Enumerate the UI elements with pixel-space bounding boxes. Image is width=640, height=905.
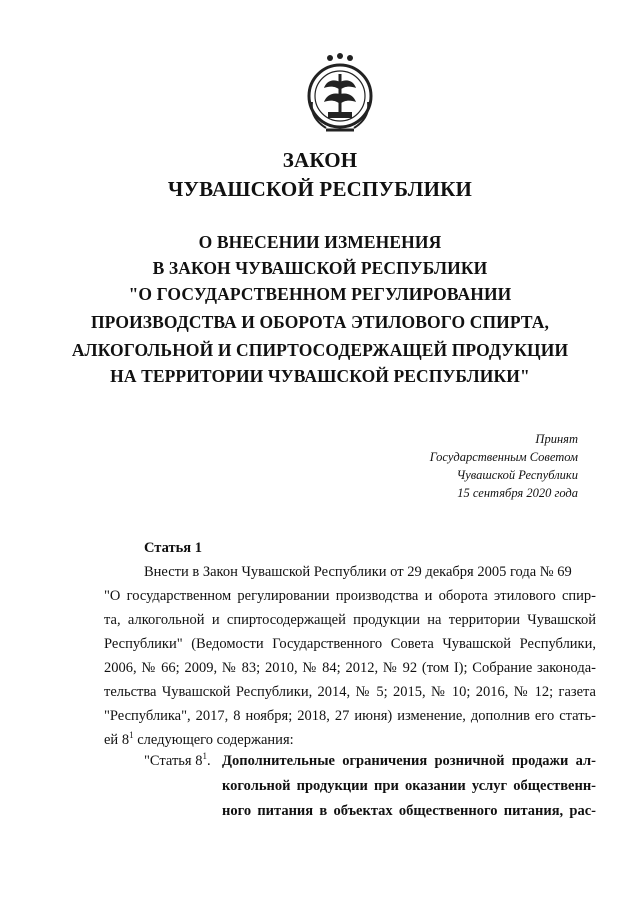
inserted-article-title-line: ного питания в объектах общественного питания, рас- <box>222 803 596 819</box>
inserted-article-title-line: когольной продукции при оказании услуг общественн- <box>222 778 596 794</box>
article-text-line: 2006, № 66; 2009, № 83; 2010, № 84; 2012, № 92 (том I); Собрание законода- <box>104 660 596 676</box>
adopted-line: Принят <box>535 432 578 446</box>
article-text-last-line <box>104 732 294 749</box>
law-title-line2: ЧУВАШСКОЙ РЕСПУБЛИКИ <box>167 177 473 201</box>
inserted-label-prefix: "Статья 8 <box>144 753 203 769</box>
article-text-line: "Республика", 2017, 8 ноября; 2018, 27 июня) изменение, дополнив его стать- <box>104 708 596 724</box>
inserted-article-label <box>144 753 211 770</box>
article-text-prefix: ей 8 <box>104 732 130 748</box>
chuvash-republic-emblem-icon <box>302 52 378 138</box>
adopted-line: Государственным Советом <box>429 450 578 464</box>
law-title-line1: ЗАКОН <box>282 148 358 172</box>
article-text-line: та, алкогольной и спиртосодержащей продукции на территории Чувашской <box>104 612 596 628</box>
article-text-line: "О государственном регулировании производства и оборота этилового спир- <box>104 588 596 604</box>
subject-line: ПРОИЗВОДСТВА И ОБОРОТА ЭТИЛОВОГО СПИРТА, <box>90 312 550 332</box>
inserted-article-title-line: Дополнительные ограничения розничной продажи ал- <box>222 753 596 769</box>
inserted-label-sup: 1 <box>202 751 207 762</box>
adopted-line: 15 сентября 2020 года <box>457 486 578 500</box>
subject-line: "О ГОСУДАРСТВЕННОМ РЕГУЛИРОВАНИИ <box>128 284 512 304</box>
article-text-suffix: следующего содержания: <box>133 732 294 748</box>
article-heading: Статья 1 <box>144 540 202 556</box>
article-text-line: Внести в Закон Чувашской Республики от 29 декабря 2005 года № 69 <box>144 564 572 580</box>
article-text-line: Республики" (Ведомости Государственного Совета Чувашской Республики, <box>104 636 596 652</box>
inserted-label-suffix: . <box>206 753 211 769</box>
article-superscript: 1 <box>129 730 134 741</box>
subject-line: О ВНЕСЕНИИ ИЗМЕНЕНИЯ <box>198 232 442 252</box>
subject-line: АЛКОГОЛЬНОЙ И СПИРТОСОДЕРЖАЩЕЙ ПРОДУКЦИИ <box>71 340 569 360</box>
adopted-line: Чувашской Республики <box>456 468 578 482</box>
subject-line: НА ТЕРРИТОРИИ ЧУВАШСКОЙ РЕСПУБЛИКИ" <box>110 366 530 386</box>
article-text-line: тельства Чувашской Республики, 2014, № 5; 2015, № 10; 2016, № 12; газета <box>104 684 596 700</box>
subject-line: В ЗАКОН ЧУВАШСКОЙ РЕСПУБЛИКИ <box>152 258 488 278</box>
